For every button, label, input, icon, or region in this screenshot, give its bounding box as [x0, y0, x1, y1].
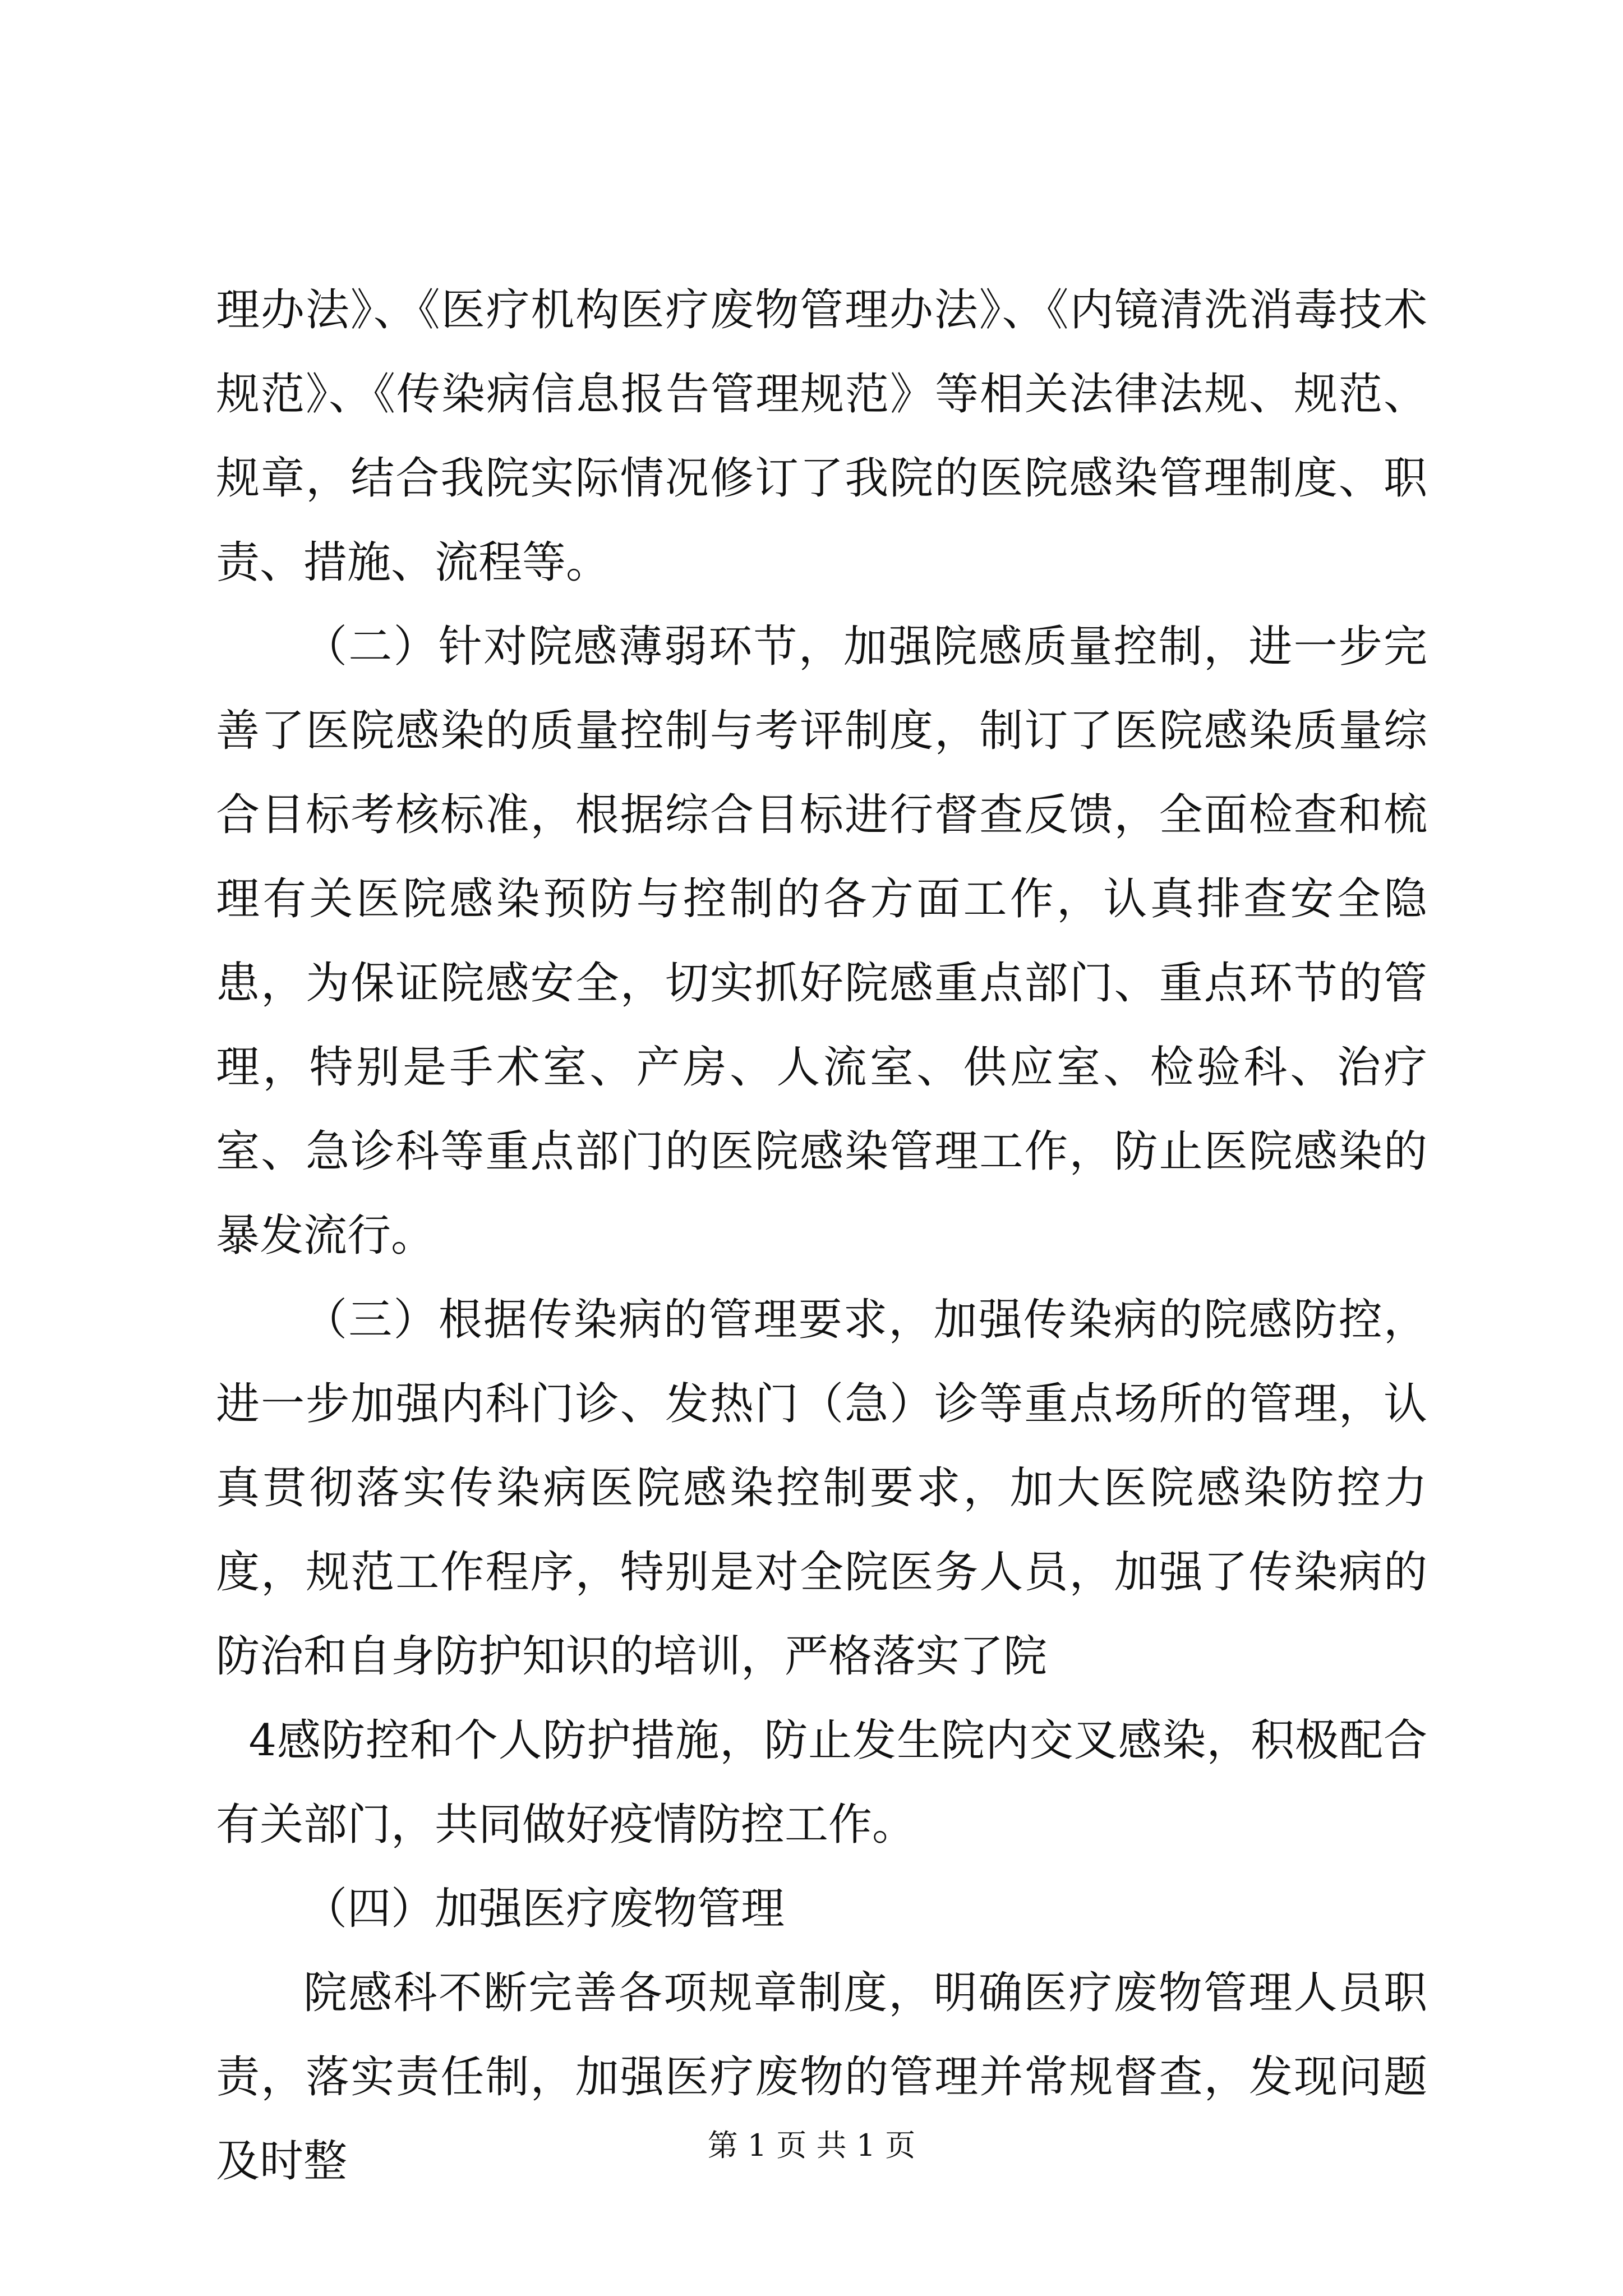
paragraph-section-3-continued: 4感防控和个人防护措施，防止发生院内交叉感染，积极配合有关部门，共同做好疫情防控工作。: [216, 1715, 1427, 1850]
paragraph-section-3: （三）根据传染病的管理要求，加强传染病的院感防控，进一步加强内科门诊、发热门（急）诊等重点场所的管理，认真贯彻落实传染病医院感染控制要求，加大医院感染防控力度，规范工作程序，特别是对全院医务人员，加强了传染病的防治和自身防护知识的培训，严格落实了院: [216, 1295, 1427, 1682]
document-body: [216, 268, 1427, 2203]
paragraph-section-2: （二）针对院感薄弱环节，加强院感质量控制，进一步完善了医院感染的质量控制与考评制度，制订了医院感染质量综合目标考核标准，根据综合目标进行督查反馈，全面检查和梳理有关医院感染预防与控制的各方面工作，认真排查安全隐患，为保证院感安全，切实抓好院感重点部门、重点环节的管理，特别是手术室、产房、人流室、供应室、检验科、治疗室、急诊科等重点部门的医院感染管理工作，防止医院感染的暴发流行。: [216, 622, 1427, 1261]
paragraph-section-4: 院感科不断完善各项规章制度，明确医疗废物管理人员职责，落实责任制，加强医疗废物的管理并常规督查，发现问题及时整: [216, 1968, 1427, 2187]
paragraph-continued: 理办法》、《医疗机构医疗废物管理办法》、《内镜清洗消毒技术规范》、《传染病信息报告管理规范》等相关法律法规、规范、规章，结合我院实际情况修订了我院的医院感染管理制度、职责、措施、流程等。: [216, 285, 1427, 588]
heading-section-4: （四）加强医疗废物管理: [303, 1884, 785, 1934]
page-footer: 第 1 页 共 1 页: [707, 2128, 916, 2163]
